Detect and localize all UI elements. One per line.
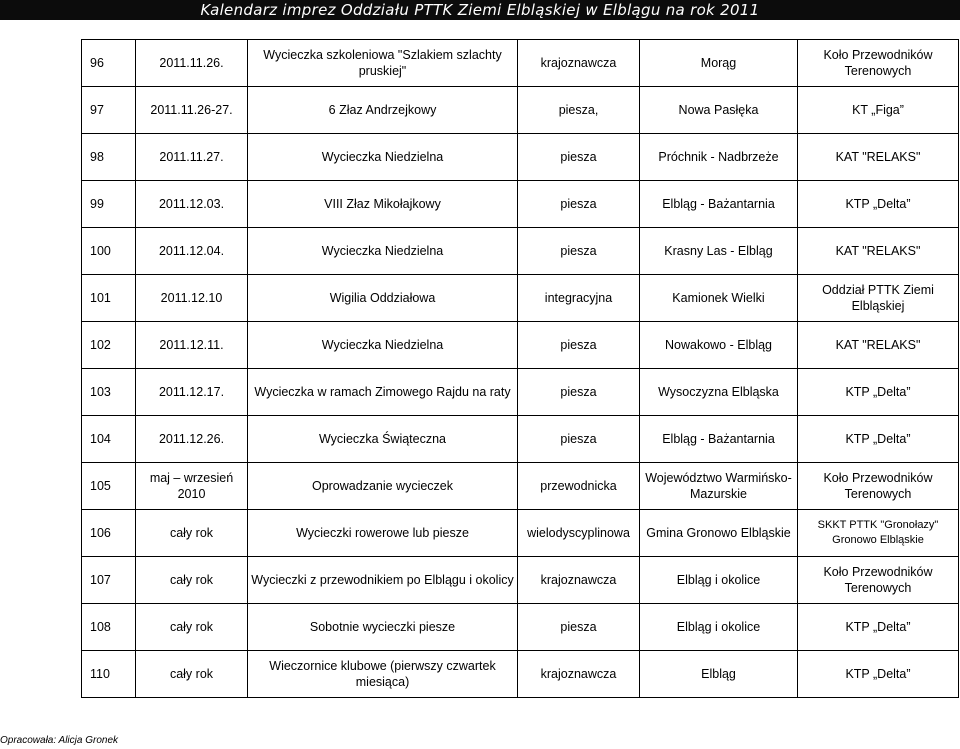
event-name: Wycieczka szkoleniowa "Szlakiem szlachty pruskiej" bbox=[248, 40, 518, 87]
event-number: 104 bbox=[82, 416, 136, 463]
event-date: 2011.11.26-27. bbox=[136, 87, 248, 134]
event-name: Wycieczki rowerowe lub piesze bbox=[248, 510, 518, 557]
event-type: krajoznawcza bbox=[518, 557, 640, 604]
event-name: Wycieczka Niedzielna bbox=[248, 134, 518, 181]
event-date: 2011.12.04. bbox=[136, 228, 248, 275]
event-type: integracyjna bbox=[518, 275, 640, 322]
table-row bbox=[82, 510, 959, 557]
event-name: 6 Złaz Andrzejkowy bbox=[248, 87, 518, 134]
table-row bbox=[82, 87, 959, 134]
event-place: Elbląg bbox=[640, 651, 798, 698]
event-name: Wycieczki z przewodnikiem po Elblągu i okolicy bbox=[248, 557, 518, 604]
event-name: Sobotnie wycieczki piesze bbox=[248, 604, 518, 651]
event-number: 108 bbox=[82, 604, 136, 651]
event-name: Oprowadzanie wycieczek bbox=[248, 463, 518, 510]
table-row bbox=[82, 322, 959, 369]
page-title: Kalendarz imprez Oddziału PTTK Ziemi Elbląskiej w Elblągu na rok 2011 bbox=[0, 0, 960, 20]
event-number: 97 bbox=[82, 87, 136, 134]
event-type: piesza bbox=[518, 604, 640, 651]
event-date: 2011.12.10 bbox=[136, 275, 248, 322]
event-name: Wycieczka Niedzielna bbox=[248, 322, 518, 369]
event-number: 105 bbox=[82, 463, 136, 510]
table-row bbox=[82, 228, 959, 275]
table-row bbox=[82, 369, 959, 416]
event-type: wielodyscyplinowa bbox=[518, 510, 640, 557]
event-name: Wieczornice klubowe (pierwszy czwartek miesiąca) bbox=[248, 651, 518, 698]
table-row bbox=[82, 134, 959, 181]
event-organizer: KTP „Delta” bbox=[798, 181, 959, 228]
event-place: Elbląg - Bażantarnia bbox=[640, 181, 798, 228]
event-type: krajoznawcza bbox=[518, 651, 640, 698]
event-date: cały rok bbox=[136, 604, 248, 651]
event-organizer: KTP „Delta” bbox=[798, 416, 959, 463]
event-number: 96 bbox=[82, 40, 136, 87]
event-name: Wigilia Oddziałowa bbox=[248, 275, 518, 322]
event-organizer: Koło Przewodników Terenowych bbox=[798, 40, 959, 87]
event-number: 100 bbox=[82, 228, 136, 275]
event-type: piesza bbox=[518, 416, 640, 463]
event-number: 106 bbox=[82, 510, 136, 557]
event-type: krajoznawcza bbox=[518, 40, 640, 87]
event-place: Próchnik - Nadbrzeże bbox=[640, 134, 798, 181]
events-table bbox=[81, 39, 959, 698]
event-date: 2011.12.03. bbox=[136, 181, 248, 228]
event-date: 2011.12.11. bbox=[136, 322, 248, 369]
event-name: Wycieczka Świąteczna bbox=[248, 416, 518, 463]
event-date: cały rok bbox=[136, 510, 248, 557]
event-place: Morąg bbox=[640, 40, 798, 87]
event-organizer: KAT "RELAKS" bbox=[798, 322, 959, 369]
event-organizer: Oddział PTTK Ziemi Elbląskiej bbox=[798, 275, 959, 322]
event-date: cały rok bbox=[136, 651, 248, 698]
event-date: 2011.11.27. bbox=[136, 134, 248, 181]
event-place: Krasny Las - Elbląg bbox=[640, 228, 798, 275]
event-place: Elbląg i okolice bbox=[640, 604, 798, 651]
event-type: piesza bbox=[518, 228, 640, 275]
event-place: Wysoczyzna Elbląska bbox=[640, 369, 798, 416]
event-number: 110 bbox=[82, 651, 136, 698]
event-name: Wycieczka w ramach Zimowego Rajdu na raty bbox=[248, 369, 518, 416]
event-number: 107 bbox=[82, 557, 136, 604]
author-footer: Opracowała: Alicja Gronek bbox=[0, 735, 119, 746]
event-place: Elbląg i okolice bbox=[640, 557, 798, 604]
event-type: piesza bbox=[518, 181, 640, 228]
event-organizer: KAT "RELAKS" bbox=[798, 134, 959, 181]
event-type: piesza, bbox=[518, 87, 640, 134]
event-date: 2011.12.26. bbox=[136, 416, 248, 463]
event-organizer: SKKT PTTK "Gronołazy" Gronowo Elbląskie bbox=[798, 510, 959, 557]
event-date: maj – wrzesień 2010 bbox=[136, 463, 248, 510]
event-number: 102 bbox=[82, 322, 136, 369]
event-place: Województwo Warmińsko-Mazurskie bbox=[640, 463, 798, 510]
table-row bbox=[82, 557, 959, 604]
table-row bbox=[82, 604, 959, 651]
event-number: 98 bbox=[82, 134, 136, 181]
event-number: 103 bbox=[82, 369, 136, 416]
event-type: piesza bbox=[518, 369, 640, 416]
event-type: piesza bbox=[518, 322, 640, 369]
table-row bbox=[82, 275, 959, 322]
event-organizer: KTP „Delta” bbox=[798, 651, 959, 698]
event-place: Elbląg - Bażantarnia bbox=[640, 416, 798, 463]
table-row bbox=[82, 181, 959, 228]
table-row bbox=[82, 40, 959, 87]
event-organizer: KTP „Delta” bbox=[798, 369, 959, 416]
table-row bbox=[82, 651, 959, 698]
event-organizer: KAT "RELAKS" bbox=[798, 228, 959, 275]
event-type: przewodnicka bbox=[518, 463, 640, 510]
event-organizer: Koło Przewodników Terenowych bbox=[798, 557, 959, 604]
event-organizer: KTP „Delta” bbox=[798, 604, 959, 651]
event-date: cały rok bbox=[136, 557, 248, 604]
event-date: 2011.11.26. bbox=[136, 40, 248, 87]
table-row bbox=[82, 463, 959, 510]
event-place: Gmina Gronowo Elbląskie bbox=[640, 510, 798, 557]
event-type: piesza bbox=[518, 134, 640, 181]
event-date: 2011.12.17. bbox=[136, 369, 248, 416]
event-place: Nowa Pasłęka bbox=[640, 87, 798, 134]
event-organizer: Koło Przewodników Terenowych bbox=[798, 463, 959, 510]
event-place: Kamionek Wielki bbox=[640, 275, 798, 322]
event-number: 101 bbox=[82, 275, 136, 322]
event-name: Wycieczka Niedzielna bbox=[248, 228, 518, 275]
event-organizer: KT „Figa” bbox=[798, 87, 959, 134]
table-row bbox=[82, 416, 959, 463]
event-place: Nowakowo - Elbląg bbox=[640, 322, 798, 369]
event-number: 99 bbox=[82, 181, 136, 228]
event-name: VIII Złaz Mikołajkowy bbox=[248, 181, 518, 228]
